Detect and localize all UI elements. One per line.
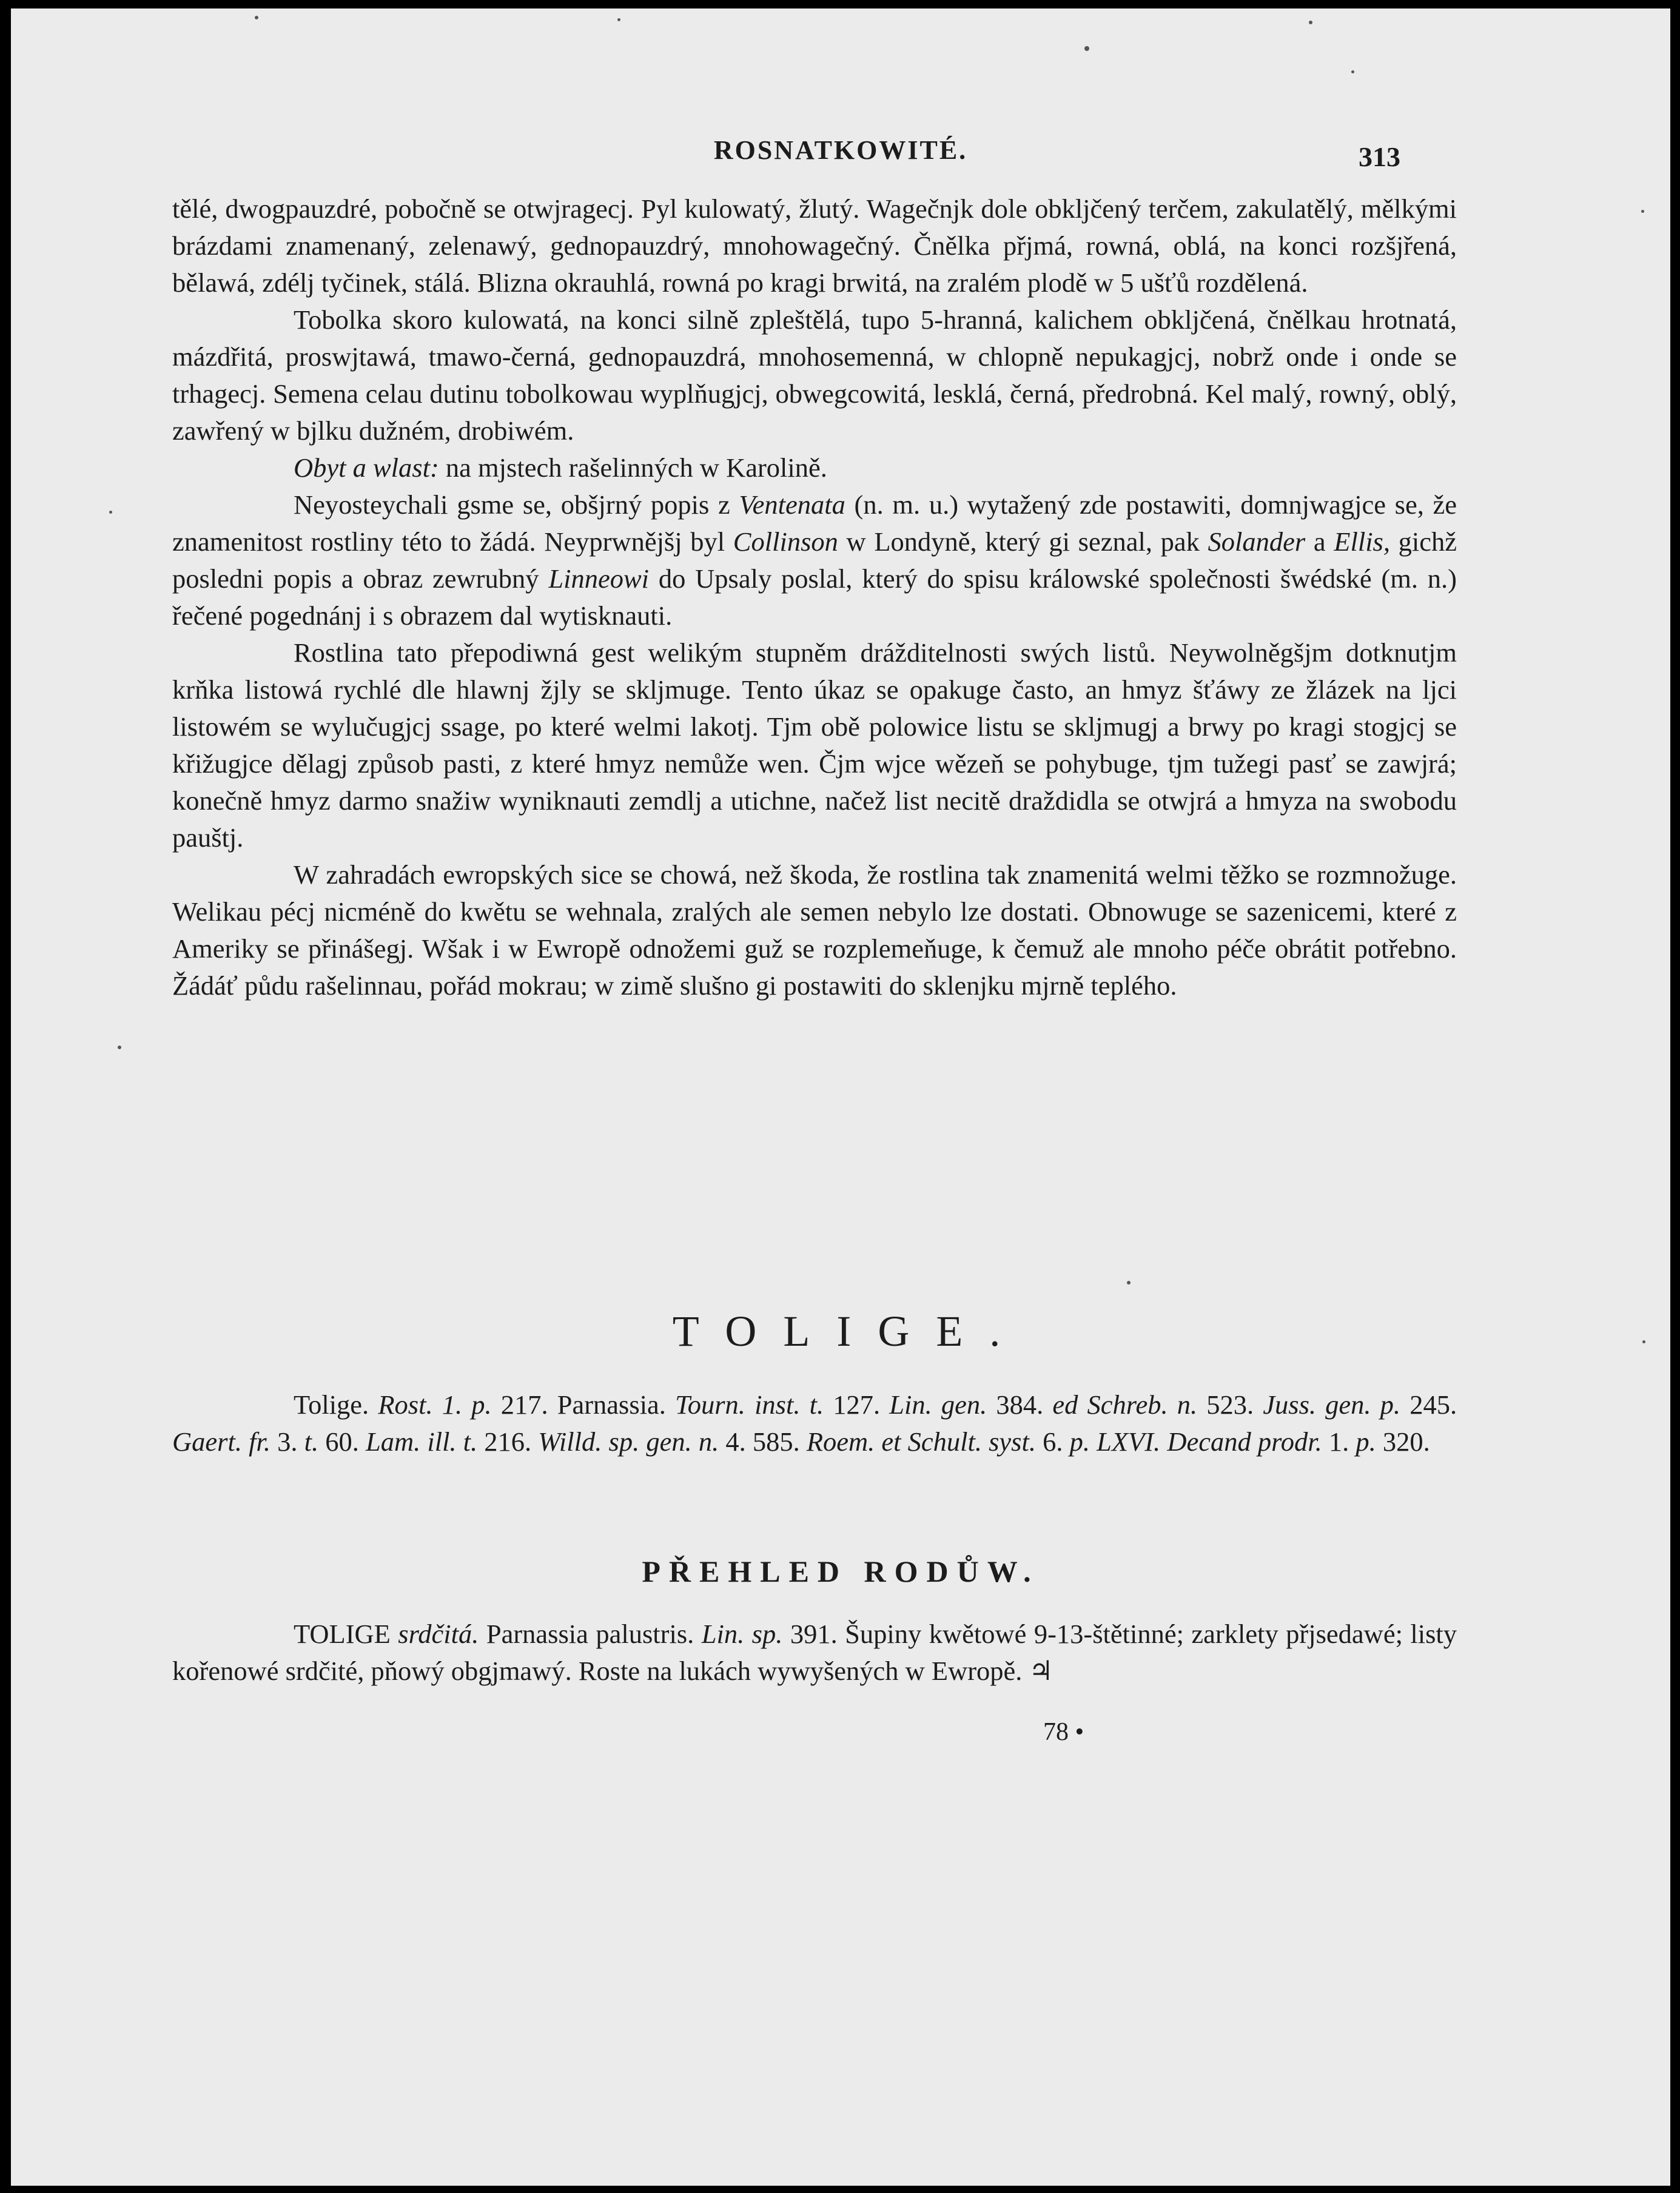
author-name: Ellis, [1334, 526, 1390, 557]
author-name: Collinson [733, 526, 838, 557]
signature-mark: 78 • [1043, 1718, 1084, 1746]
reference-text: 127. [833, 1389, 881, 1420]
reference-source: Lam. ill. t. [365, 1426, 478, 1457]
reference-source: p. [1356, 1426, 1376, 1457]
paragraph-text: a [1313, 526, 1326, 557]
scan-speck [255, 16, 258, 19]
scan-speck [1127, 1281, 1131, 1285]
genus-references [172, 1386, 1457, 1460]
scan-speck [1351, 70, 1354, 73]
scan-speck [1641, 210, 1644, 213]
running-head: ROSNATKOWITÉ. [713, 135, 968, 165]
reference-text: 1. [1328, 1426, 1349, 1457]
reference-source: Decand prodr. [1167, 1426, 1322, 1457]
scan-speck [1309, 21, 1312, 24]
species-epithet: srdčitá. [398, 1619, 479, 1649]
body-text [172, 190, 1457, 1004]
paragraph-text: gichž posledni popis a obraz zewrubný [172, 526, 1457, 594]
reference-source: Juss. gen. p. [1263, 1389, 1401, 1420]
paragraph-text: (n. m. u.) wytažený zde postawiti, domnjwagjce se, že znamenitost rostliny této to žádá. Neyprwnějšj byl [172, 489, 1457, 557]
paragraph [172, 486, 1457, 634]
reference-source: Rost. 1. p. [378, 1389, 492, 1420]
reference-source: ed Schreb. n. [1052, 1389, 1198, 1420]
species-entry [172, 1616, 1457, 1690]
author-name: Linneowi [548, 563, 649, 594]
reference-text: 523. [1206, 1389, 1254, 1420]
genus-title: TOLIGE. [672, 1307, 1027, 1355]
reference-source: p. LXVI. [1069, 1426, 1161, 1457]
paragraph: tělé, dwogpauzdré, pobočně se otwjragecj. Pyl kulowatý, žlutý. Wagečnjk dole obkljčený terčem, zakulatělý, mělkými brázdami znamenaný, zelenawý, gednopauzdrý, mnohowagečný. Čnělka přjmá, rowná, oblá, na konci rozšjřená, bělawá, zdélj tyčinek, stálá. Blizna okrauhlá, rowná po kragi brwitá, na zralém plodě w 5 ušťů rozdělená. [172, 193, 1457, 298]
scan-speck [617, 18, 620, 21]
scan-speck [118, 1046, 121, 1049]
habitat-text: na mjstech rašelinných w Karolině. [445, 452, 827, 483]
species-reference-number: 391. [790, 1619, 838, 1649]
page-number: 313 [1359, 141, 1400, 172]
overview-title: PŘEHLED RODŮW. [642, 1554, 1040, 1588]
paragraph: W zahradách ewropských sice se chowá, než škoda, že rostlina tak znamenitá welmi těžko se rozmnožuge. Welikau pécj nicméně do kwětu se wehnala, zralých ale semen nebylo lze dostati. Obnowuge se sazenicemi, které z Ameriky se přinášegj. Wšak i w Ewropě odnožemi guž se rozplemeňuge, k čemuž ale mnoho péče obrátit potřebno. Žádáť půdu rašelinnau, pořád mokrau; w zimě slušno gi postawiti do sklenjku mjrně teplého. [172, 859, 1457, 1001]
species-latin: Parnassia palustris. [486, 1619, 694, 1649]
paragraph-text: w Londyně, který gi seznal, pak [846, 526, 1200, 557]
author-name: Ventenata [739, 489, 845, 520]
reference-source: Gaert. fr. [172, 1426, 270, 1457]
reference-text: 384. [996, 1389, 1044, 1420]
paragraph-habitat [172, 449, 1457, 486]
reference-source: Tourn. inst. t. [675, 1389, 824, 1420]
reference-text: 216. [484, 1426, 532, 1457]
reference-text: 217. Parnassia. [500, 1389, 666, 1420]
reference-text: 320. [1382, 1426, 1430, 1457]
document-page [11, 8, 1670, 2186]
references-paragraph [172, 1386, 1457, 1460]
paragraph-text: Neyosteychali gsme se, obšjrný popis z [294, 489, 730, 520]
reference-text: 60. [325, 1426, 359, 1457]
reference-source: Lin. gen. [889, 1389, 987, 1420]
reference-text: 3. [277, 1426, 298, 1457]
reference-text: Tolige. [294, 1389, 369, 1420]
species-description: Šupiny kwětowé 9-13-štětinné; zarklety přjsedawé; listy kořenowé srdčité, pňowý obgjmawý. Roste na lukách wywyšených w Ewropě. ♃ [172, 1619, 1457, 1686]
reference-text: 4. 585. [725, 1426, 800, 1457]
paragraph: Rostlina tato přepodiwná gest welikým stupněm drážditelnosti swých listů. Neywolněgšjm dotknutjm krňka listowá rychlé dle hlawnj žjly se skljmuge. Tento úkaz se opakuge často, an hmyz šťáwy ze žlázek na ljci listowém se wylučugjcj ssage, po které welmi lakotj. Tjm obě polowice listu se skljmugj a brwy po kragi stogjcj se křižugjce dělagj způsob pasti, z které hmyz nemůže wen. Čjm wjce wězeň se pohybuge, tjm tužegi pasť se zawjrá; konečně hmyz darmo snažiw wyniknauti zemdlj a utichne, načež list necitě draždidla se otwjrá a hmyza na swobodu pauštj. [172, 637, 1457, 853]
reference-source: Willd. sp. gen. n. [538, 1426, 719, 1457]
reference-text: 245. [1410, 1389, 1457, 1420]
paragraph: Tobolka skoro kulowatá, na konci silně zpleštělá, tupo 5-hranná, kalichem obkljčená, čnělkau hrotnatá, mázdřitá, proswjtawá, tmawo-černá, gednopauzdrá, mnohosemenná, w chlopně nepukagjcj, nobrž onde i onde se trhagecj. Semena celau dutinu tobolkowau wyplňugjcj, obwegcowitá, lesklá, černá, předrobná. Kel malý, rowný, oblý, zawřený w bjlku dužném, drobiwém. [172, 304, 1457, 446]
reference-source: Roem. et Schult. syst. [806, 1426, 1036, 1457]
scan-speck [1084, 46, 1089, 51]
paragraph-text: do Upsaly poslal, který do spisu králowské společnosti šwédské (m. n.) řečené pogednánj i s obrazem dal wytisknauti. [172, 563, 1457, 631]
reference-text: 6. [1043, 1426, 1063, 1457]
species-genus: TOLIGE [294, 1619, 391, 1649]
scan-speck [109, 511, 112, 514]
author-name: Solander [1208, 526, 1306, 557]
species-reference: Lin. sp. [701, 1619, 783, 1649]
habitat-label: Obyt a wlast: [294, 452, 439, 483]
reference-source: t. [304, 1426, 319, 1457]
overview-entry [172, 1616, 1457, 1690]
